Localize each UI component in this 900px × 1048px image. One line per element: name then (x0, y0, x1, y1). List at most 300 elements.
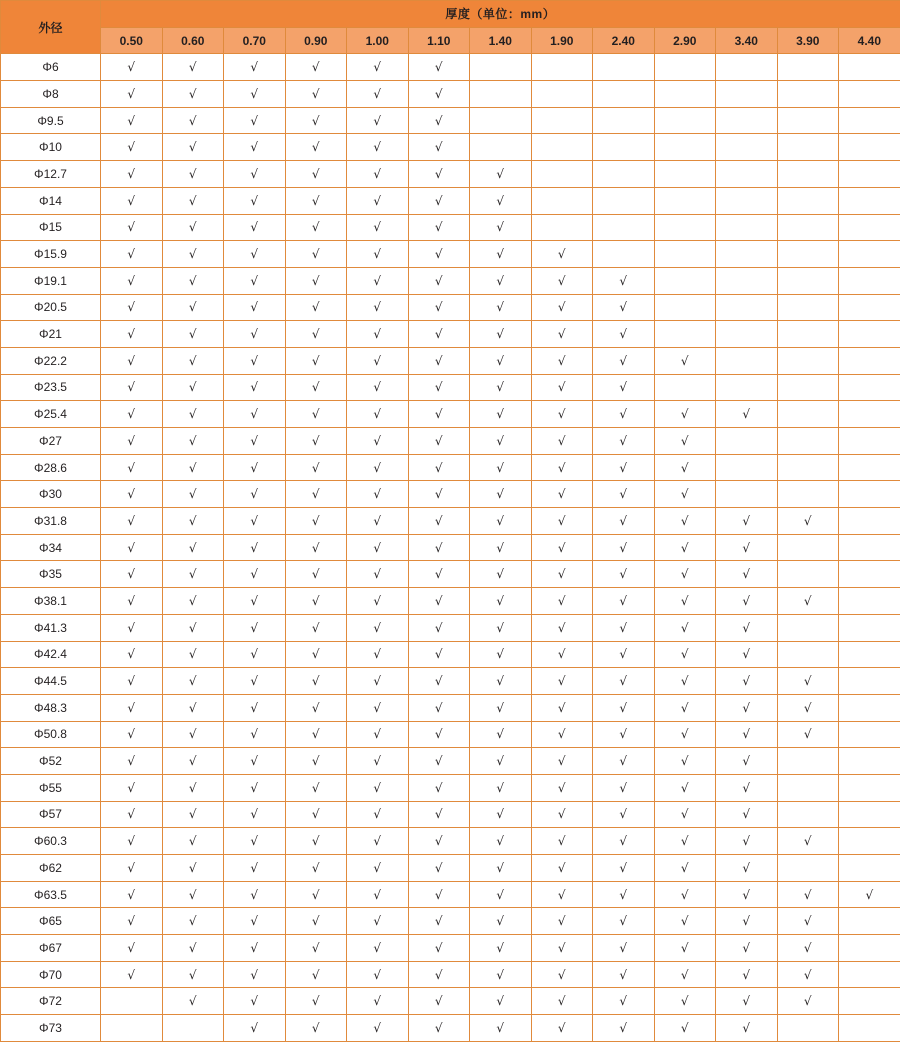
availability-cell-checked (285, 588, 347, 615)
availability-cell-checked (101, 54, 163, 81)
check-icon: √ (250, 327, 259, 342)
check-icon: √ (742, 1020, 751, 1035)
check-icon: √ (373, 113, 382, 128)
availability-cell-checked (347, 614, 409, 641)
check-icon: √ (434, 247, 443, 262)
availability-cell-checked (593, 294, 655, 321)
availability-cell-checked (347, 214, 409, 241)
check-icon: √ (127, 914, 136, 929)
availability-cell-checked (347, 801, 409, 828)
check-icon: √ (434, 754, 443, 769)
availability-cell-checked (716, 694, 778, 721)
availability-cell-checked (285, 534, 347, 561)
availability-cell-empty (839, 935, 900, 962)
check-icon: √ (496, 887, 505, 902)
check-icon: √ (557, 940, 566, 955)
availability-cell-empty (101, 988, 163, 1015)
availability-cell-empty (839, 988, 900, 1015)
availability-cell-checked (285, 81, 347, 108)
table-row (1, 107, 900, 134)
availability-cell-empty (531, 134, 593, 161)
check-icon: √ (619, 834, 628, 849)
check-icon: √ (742, 513, 751, 528)
check-icon: √ (680, 513, 689, 528)
availability-cell-empty (654, 107, 716, 134)
availability-cell-checked (224, 881, 286, 908)
check-icon: √ (557, 247, 566, 262)
check-icon: √ (742, 994, 751, 1009)
check-icon: √ (434, 994, 443, 1009)
check-icon: √ (680, 860, 689, 875)
availability-cell-checked (531, 961, 593, 988)
check-icon: √ (127, 593, 136, 608)
check-icon: √ (250, 407, 259, 422)
check-icon: √ (188, 834, 197, 849)
availability-cell-checked (408, 534, 470, 561)
availability-cell-empty (777, 321, 839, 348)
outer-diameter-cell: Φ9.5 (1, 107, 101, 134)
table-row (1, 321, 900, 348)
availability-cell-checked (162, 54, 224, 81)
check-icon: √ (311, 620, 320, 635)
availability-cell-checked (162, 534, 224, 561)
thickness-column-header: 0.70 (224, 27, 286, 54)
check-icon: √ (557, 620, 566, 635)
check-icon: √ (311, 593, 320, 608)
availability-cell-empty (654, 81, 716, 108)
availability-cell-checked (408, 908, 470, 935)
check-icon: √ (619, 700, 628, 715)
outer-diameter-cell: Φ22.2 (1, 347, 101, 374)
availability-cell-empty (716, 294, 778, 321)
availability-cell-checked (347, 961, 409, 988)
availability-cell-checked (531, 481, 593, 508)
availability-cell-empty (716, 107, 778, 134)
availability-cell-checked (593, 588, 655, 615)
availability-cell-checked (224, 134, 286, 161)
availability-cell-checked (285, 801, 347, 828)
availability-cell-checked (470, 774, 532, 801)
availability-cell-checked (285, 107, 347, 134)
check-icon: √ (311, 380, 320, 395)
check-icon: √ (373, 353, 382, 368)
check-icon: √ (373, 700, 382, 715)
check-icon: √ (496, 860, 505, 875)
availability-cell-empty (777, 107, 839, 134)
availability-cell-checked (347, 721, 409, 748)
availability-cell-checked (347, 908, 409, 935)
check-icon: √ (434, 140, 443, 155)
check-icon: √ (311, 460, 320, 475)
check-icon: √ (557, 353, 566, 368)
availability-cell-checked (224, 908, 286, 935)
check-icon: √ (250, 940, 259, 955)
availability-cell-empty (839, 321, 900, 348)
availability-cell-checked (408, 374, 470, 401)
check-icon: √ (742, 620, 751, 635)
check-icon: √ (742, 860, 751, 875)
check-icon: √ (373, 674, 382, 689)
check-icon: √ (619, 940, 628, 955)
availability-cell-checked (408, 54, 470, 81)
availability-cell-checked (408, 161, 470, 188)
check-icon: √ (250, 834, 259, 849)
availability-cell-checked (408, 988, 470, 1015)
check-icon: √ (373, 220, 382, 235)
availability-cell-checked (716, 908, 778, 935)
check-icon: √ (250, 86, 259, 101)
outer-diameter-cell: Φ72 (1, 988, 101, 1015)
check-icon: √ (311, 353, 320, 368)
availability-cell-checked (162, 401, 224, 428)
outer-diameter-cell: Φ35 (1, 561, 101, 588)
availability-cell-checked (347, 588, 409, 615)
check-icon: √ (557, 967, 566, 982)
availability-cell-empty (839, 961, 900, 988)
check-icon: √ (188, 567, 197, 582)
availability-cell-checked (347, 81, 409, 108)
availability-cell-checked (593, 694, 655, 721)
availability-cell-checked (531, 988, 593, 1015)
availability-cell-checked (347, 401, 409, 428)
availability-cell-checked (716, 614, 778, 641)
availability-cell-checked (408, 134, 470, 161)
outer-diameter-cell: Φ8 (1, 81, 101, 108)
availability-cell-empty (777, 267, 839, 294)
availability-cell-checked (716, 561, 778, 588)
check-icon: √ (311, 86, 320, 101)
availability-cell-checked (593, 748, 655, 775)
check-icon: √ (680, 540, 689, 555)
availability-cell-checked (224, 214, 286, 241)
check-icon: √ (373, 380, 382, 395)
availability-cell-empty (839, 774, 900, 801)
availability-cell-checked (654, 801, 716, 828)
availability-cell-checked (531, 267, 593, 294)
check-icon: √ (496, 593, 505, 608)
check-icon: √ (127, 940, 136, 955)
availability-cell-checked (408, 694, 470, 721)
availability-cell-checked (347, 881, 409, 908)
availability-cell-checked (593, 988, 655, 1015)
availability-cell-checked (593, 374, 655, 401)
check-icon: √ (680, 967, 689, 982)
availability-cell-checked (408, 347, 470, 374)
availability-cell-checked (470, 481, 532, 508)
availability-cell-empty (839, 54, 900, 81)
outer-diameter-cell: Φ25.4 (1, 401, 101, 428)
check-icon: √ (680, 780, 689, 795)
availability-cell-checked (531, 374, 593, 401)
check-icon: √ (680, 940, 689, 955)
availability-cell-checked (777, 588, 839, 615)
check-icon: √ (311, 754, 320, 769)
availability-cell-empty (716, 454, 778, 481)
check-icon: √ (434, 487, 443, 502)
availability-cell-checked (593, 961, 655, 988)
availability-cell-checked (470, 508, 532, 535)
check-icon: √ (434, 834, 443, 849)
availability-cell-checked (654, 881, 716, 908)
availability-cell-checked (593, 321, 655, 348)
availability-cell-checked (531, 588, 593, 615)
outer-diameter-cell: Φ10 (1, 134, 101, 161)
availability-cell-checked (347, 241, 409, 268)
check-icon: √ (619, 807, 628, 822)
check-icon: √ (250, 433, 259, 448)
availability-cell-checked (162, 428, 224, 455)
availability-cell-checked (408, 401, 470, 428)
check-icon: √ (250, 1020, 259, 1035)
check-icon: √ (496, 220, 505, 235)
availability-cell-checked (654, 961, 716, 988)
check-icon: √ (619, 513, 628, 528)
availability-cell-checked (285, 908, 347, 935)
check-icon: √ (250, 247, 259, 262)
availability-cell-empty (777, 481, 839, 508)
check-icon: √ (250, 674, 259, 689)
check-icon: √ (496, 1020, 505, 1035)
outer-diameter-cell: Φ28.6 (1, 454, 101, 481)
check-icon: √ (680, 807, 689, 822)
check-icon: √ (803, 700, 812, 715)
check-icon: √ (127, 620, 136, 635)
availability-cell-empty (716, 267, 778, 294)
availability-cell-checked (470, 961, 532, 988)
outer-diameter-cell: Φ38.1 (1, 588, 101, 615)
check-icon: √ (373, 60, 382, 75)
availability-cell-checked (470, 614, 532, 641)
check-icon: √ (127, 887, 136, 902)
availability-cell-checked (408, 721, 470, 748)
availability-cell-checked (470, 347, 532, 374)
availability-cell-checked (224, 641, 286, 668)
table-row (1, 508, 900, 535)
availability-cell-checked (408, 588, 470, 615)
check-icon: √ (188, 807, 197, 822)
availability-cell-checked (101, 214, 163, 241)
availability-cell-checked (716, 508, 778, 535)
check-icon: √ (742, 567, 751, 582)
availability-cell-empty (839, 454, 900, 481)
check-icon: √ (742, 700, 751, 715)
check-icon: √ (619, 727, 628, 742)
availability-cell-checked (777, 935, 839, 962)
availability-cell-checked (224, 801, 286, 828)
outer-diameter-cell: Φ63.5 (1, 881, 101, 908)
availability-cell-checked (347, 267, 409, 294)
check-icon: √ (127, 300, 136, 315)
check-icon: √ (188, 380, 197, 395)
availability-cell-checked (408, 428, 470, 455)
check-icon: √ (188, 113, 197, 128)
availability-cell-checked (285, 374, 347, 401)
table-row (1, 1015, 900, 1042)
availability-cell-checked (654, 588, 716, 615)
availability-cell-checked (593, 641, 655, 668)
availability-cell-empty (777, 801, 839, 828)
check-icon: √ (619, 914, 628, 929)
availability-cell-checked (224, 481, 286, 508)
check-icon: √ (311, 807, 320, 822)
availability-cell-empty (777, 241, 839, 268)
availability-cell-checked (408, 641, 470, 668)
availability-cell-checked (162, 668, 224, 695)
table-row (1, 454, 900, 481)
availability-cell-checked (654, 908, 716, 935)
check-icon: √ (557, 727, 566, 742)
availability-cell-checked (593, 561, 655, 588)
check-icon: √ (619, 780, 628, 795)
check-icon: √ (496, 834, 505, 849)
check-icon: √ (434, 593, 443, 608)
check-icon: √ (188, 60, 197, 75)
check-icon: √ (803, 994, 812, 1009)
availability-cell-checked (101, 641, 163, 668)
availability-cell-checked (162, 961, 224, 988)
thickness-group-header: 厚度（单位：mm） (101, 1, 900, 28)
availability-cell-empty (654, 321, 716, 348)
check-icon: √ (557, 914, 566, 929)
check-icon: √ (434, 513, 443, 528)
table-row (1, 561, 900, 588)
check-icon: √ (803, 967, 812, 982)
table-row (1, 161, 900, 188)
thickness-column-header: 0.90 (285, 27, 347, 54)
availability-cell-checked (470, 241, 532, 268)
availability-cell-empty (777, 134, 839, 161)
check-icon: √ (557, 593, 566, 608)
availability-cell-empty (777, 774, 839, 801)
availability-cell-checked (101, 774, 163, 801)
check-icon: √ (311, 327, 320, 342)
availability-cell-checked (285, 401, 347, 428)
availability-cell-checked (285, 988, 347, 1015)
availability-cell-checked (593, 908, 655, 935)
availability-cell-checked (531, 561, 593, 588)
availability-cell-checked (101, 721, 163, 748)
availability-cell-checked (654, 561, 716, 588)
availability-cell-checked (101, 454, 163, 481)
check-icon: √ (373, 940, 382, 955)
availability-cell-empty (777, 855, 839, 882)
check-icon: √ (619, 273, 628, 288)
check-icon: √ (373, 807, 382, 822)
check-icon: √ (742, 940, 751, 955)
check-icon: √ (250, 727, 259, 742)
availability-cell-empty (839, 374, 900, 401)
check-icon: √ (250, 487, 259, 502)
check-icon: √ (557, 460, 566, 475)
availability-cell-checked (531, 828, 593, 855)
check-icon: √ (127, 674, 136, 689)
table-row (1, 54, 900, 81)
availability-cell-empty (839, 908, 900, 935)
check-icon: √ (250, 460, 259, 475)
check-icon: √ (680, 674, 689, 689)
availability-cell-empty (716, 347, 778, 374)
availability-cell-empty (839, 214, 900, 241)
check-icon: √ (434, 1020, 443, 1035)
availability-cell-empty (654, 134, 716, 161)
availability-cell-checked (470, 694, 532, 721)
availability-cell-checked (162, 561, 224, 588)
check-icon: √ (557, 487, 566, 502)
availability-cell-empty (531, 187, 593, 214)
availability-cell-checked (101, 534, 163, 561)
availability-cell-checked (285, 241, 347, 268)
check-icon: √ (311, 166, 320, 181)
availability-cell-checked (224, 774, 286, 801)
availability-cell-checked (531, 668, 593, 695)
availability-cell-checked (101, 908, 163, 935)
availability-cell-checked (408, 668, 470, 695)
check-icon: √ (188, 967, 197, 982)
availability-cell-empty (593, 214, 655, 241)
check-icon: √ (557, 327, 566, 342)
availability-cell-empty (716, 321, 778, 348)
outer-diameter-cell: Φ15.9 (1, 241, 101, 268)
check-icon: √ (250, 60, 259, 75)
check-icon: √ (373, 887, 382, 902)
check-icon: √ (434, 807, 443, 822)
table-row (1, 908, 900, 935)
thickness-column-header: 0.50 (101, 27, 163, 54)
check-icon: √ (434, 727, 443, 742)
availability-cell-checked (285, 1015, 347, 1042)
availability-cell-checked (408, 614, 470, 641)
availability-cell-checked (593, 534, 655, 561)
check-icon: √ (127, 433, 136, 448)
outer-diameter-cell: Φ30 (1, 481, 101, 508)
availability-cell-checked (347, 187, 409, 214)
availability-cell-checked (101, 81, 163, 108)
check-icon: √ (619, 754, 628, 769)
availability-cell-checked (408, 107, 470, 134)
outer-diameter-cell: Φ65 (1, 908, 101, 935)
check-icon: √ (373, 273, 382, 288)
availability-cell-empty (470, 81, 532, 108)
check-icon: √ (680, 727, 689, 742)
check-icon: √ (311, 940, 320, 955)
thickness-column-header: 2.40 (593, 27, 655, 54)
outer-diameter-cell: Φ67 (1, 935, 101, 962)
check-icon: √ (496, 780, 505, 795)
availability-cell-checked (224, 374, 286, 401)
availability-cell-checked (470, 721, 532, 748)
check-icon: √ (127, 700, 136, 715)
check-icon: √ (188, 140, 197, 155)
availability-cell-empty (716, 428, 778, 455)
availability-cell-empty (654, 214, 716, 241)
availability-cell-checked (285, 961, 347, 988)
availability-cell-checked (716, 588, 778, 615)
check-icon: √ (434, 166, 443, 181)
outer-diameter-cell: Φ23.5 (1, 374, 101, 401)
availability-cell-checked (101, 107, 163, 134)
availability-cell-empty (593, 187, 655, 214)
availability-cell-checked (224, 161, 286, 188)
availability-cell-checked (470, 988, 532, 1015)
availability-cell-checked (470, 214, 532, 241)
check-icon: √ (311, 834, 320, 849)
check-icon: √ (373, 780, 382, 795)
check-icon: √ (557, 380, 566, 395)
availability-cell-checked (716, 641, 778, 668)
table-row (1, 801, 900, 828)
check-icon: √ (188, 994, 197, 1009)
outer-diameter-cell: Φ12.7 (1, 161, 101, 188)
